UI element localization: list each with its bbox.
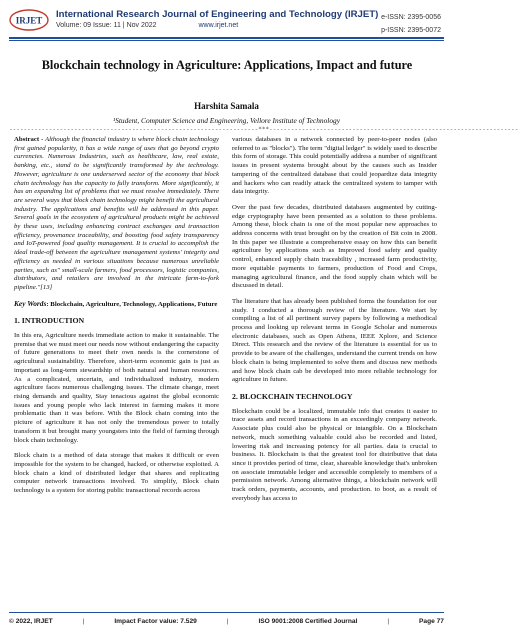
- volume-issue: Volume: 09 Issue: 11 | Nov 2022: [56, 22, 157, 29]
- footer-divider: |: [82, 618, 85, 625]
- intro-paragraph-1: In this era, Agriculture needs immediate action to make it sustainable. The premise that we must meet our needs now without endangering the capacity of future generations to meet their own needs is the cornerstone of agricultural sustainability. Therefore, short-term economic gain is just as important as long-term stewardship of both natural and human resources. As a complicated, uncertain, and individualized industry, modern agriculture faces numerous challenging issues. The climate change, meet rising demands and quality, Stay tenacious against the global economic issues and young people who lack interest in farming makes it more problematic than it was before. With the Block chain coming into the picture of agriculture it has not only the tremendous power to totally transform it but brought many youngsters into the field of farming through block chain technology.: [14, 332, 219, 444]
- footer-divider: |: [226, 618, 229, 625]
- journal-name: International Research Journal of Engineering and Technology (IRJET): [56, 9, 379, 20]
- irjet-logo: [9, 8, 49, 32]
- footer-page-number: Page 77: [419, 618, 444, 625]
- section-separator: ---------------------------------------------------------------------***---------------------------------------------------------------------: [9, 126, 518, 133]
- footer-copyright: © 2022, IRJET: [9, 618, 53, 625]
- e-issn: e-ISSN: 2395-0056: [381, 14, 441, 21]
- paper-title: Blockchain technology in Agriculture: Applications, Impact and future: [41, 58, 413, 72]
- intro-paragraph-2: Block chain is a method of data storage that makes it difficult or even impossible for the system to be changed, hacked, or otherwise exploited. A block chain a kind of distributed ledger that shares and replicating computer network transactions involved. To simplify, Block chain technology is a system for storing public transactional records across: [14, 452, 219, 495]
- footer-impact-factor: Impact Factor value: 7.529: [114, 618, 197, 625]
- abstract-text: - Although the financial industry is where block chain technology first gained popularity, it has a wide range of uses that go beyond crypto currencies. Numerous Industries, such as healthcare, law, real estate, banking, etc., stand to be significantly transformed by the technology. However, agriculture is one underserved sector of the economy that block chain technology has the capacity to fully transform. More significantly, it has an expanding list of problems that we must resolve immediately. There are several ways that block chain technology might benefit the agricultural industry. The applications and benefits will be addressed in this paper. Several goals in the ecosystem of agricultural products might be achieved by these uses, including enhancing contract exchanges and transaction efficiency, provenance traceability, and boosting food safety transparency and IoT-powered food quality management. It is crucial to accomplish the ideal trade-off between the agriculture management systems' integrity and efficiency as needed in various situations because numerous unreliable parties, such as" small-scale farmers, food processors, logistic companies, distributors, and retailers are involved in the intricate farm-to-fork pipeline."[13]: [14, 136, 219, 291]
- header-rule: [9, 37, 444, 39]
- keywords-label: Key Words: [14, 298, 47, 308]
- author-affiliation: ¹Student, Computer Science and Engineering, Vellore Institute of Technology: [112, 116, 341, 125]
- intro-paragraph-4: Over the past few decades, distributed databases augmented by cutting-edge cryptography have been presented as a solution to these problems. Among these, block chain is one of the most popular new approaches to address concerns with trust brought on by the creation of Bit coin in 2008. In this paper we illustrate a comprehensive essay on how this can benefit agriculture by applications such as Improved food safety and quality control, enhanced supply chain traceability , increased farm productivity, more equitable payments to farmers, production of Food and Crops, managing agricultural finance, and the food supply chain which will be discussed in detail.: [232, 203, 437, 290]
- issn-block: [381, 11, 441, 37]
- page-footer: [9, 618, 444, 625]
- intro-paragraph-3: various databases in a network connected by peer-to-peer nodes (also referred to as "blocks"). The term "digital ledger" is widely used to describe this form of storage. This could potentially address a number of significant issues in present systems brought about by the causes such as Insider tampering of the centralized database that could jeopardize data integrity and hackers who can readily attack the centralized system to tamper with data integrity.: [232, 136, 437, 196]
- footer-iso: ISO 9001:2008 Certified Journal: [258, 618, 358, 625]
- volume-line: [56, 22, 238, 29]
- abstract: [14, 136, 219, 293]
- section-heading-blockchain: 2. BLOCKCHAIN TECHNOLOGY: [232, 391, 353, 401]
- header-rule-thin: [9, 40, 444, 41]
- p-issn: p-ISSN: 2395-0072: [381, 27, 441, 34]
- footer-divider: |: [387, 618, 390, 625]
- section-heading-introduction: 1. INTRODUCTION: [14, 316, 85, 326]
- abstract-label: Abstract: [14, 136, 40, 143]
- left-column: [14, 136, 219, 503]
- blockchain-paragraph-1: Blockchain could be a localized, immutable info that creates it easier to trace assets and record transactions in an exceedingly company network. Associate plus could also be physical or intangible. On a Blockchain network, much something valuable could also be recorded and listed, lowering risk and increasing potency for all parties. data is crucial to business. It. Blockchain is that the greatest tool for distributive that data since it provides period of time, clear, shareable knowledge that's unbroken on associate immutable ledger and accessible completely to members of a permission network. Among alternative things, a blockchain network will track orders, payments, accounts, and production. to boot, as a result of everybody has access to: [232, 407, 437, 502]
- keywords: [14, 300, 219, 310]
- keywords-text: : Blockchain, Agriculture, Technology, Applications, Future: [46, 300, 218, 308]
- footer-rule: [9, 612, 444, 613]
- intro-paragraph-5: The literature that has already been published forms the foundation for our study. I conducted a thorough review of the literature. We start by compiling a list of all pertinent survey papers by following a methodical process and looking up relevant terms in Google Scholar and numerous electronic databases, such as Open Athens, IEEE Xplore, and Science Direct. This research and the review of the literature is essential for us to provide to be aware of the challenges, understand the current trends on how block chain is being implemented to solve them and discuss new methods and how block chain cab be developed into more reliable technology for agriculture in future.: [232, 297, 437, 384]
- svg-text:IRJET: IRJET: [15, 15, 43, 26]
- author-name: Harshita Samala: [194, 101, 259, 111]
- right-column: [232, 136, 437, 510]
- journal-website[interactable]: www.irjet.net: [198, 22, 239, 29]
